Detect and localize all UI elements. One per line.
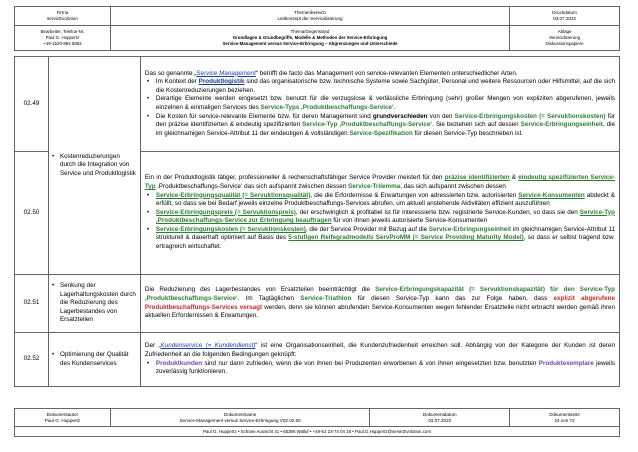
header-bearbeiter-cell — [15, 26, 111, 51]
list-item: • Im Kontext der Produktlogistik sind das organisatorische bzw. technische Systeme sowie Sachgüter, Personal und weitere Ressourcen oder Hilfsmittel, auf die sich die Kostenreduzierungen beziehen. — [145, 78, 615, 95]
content-table — [14, 56, 620, 387]
footer-datum-value: 03.07.2022 — [428, 417, 452, 423]
list-item: • Derartige Elemente werden eingesetzt bzw. benutzt für die verzugslose & verlässliche Erbringung (sehr) großer Mengen von expliziten abgerufenen, jeweils einzelnen & einmaligen Services des Service-Typs ‚Produktbeschaffungs-Service‘. — [145, 95, 615, 112]
header-bearbeiter-label: Bearbeiter, Telefon-Nr. — [40, 29, 85, 35]
row-number: 02.50 — [15, 152, 49, 275]
header-thema-line1: Grundlagen & Grundbegriffe, Modelle & Methoden der Service-Erbringung — [232, 35, 388, 41]
footer-autor-value: Paul G. Huppertz — [44, 417, 81, 423]
header-themenbereich-cell — [110, 7, 509, 26]
row-content — [140, 57, 619, 152]
table-row — [15, 57, 620, 152]
header-themenbereich-label: Themenbereich — [294, 10, 326, 16]
row-topic: • Kostenreduzierungen durch die Integration von Service und Produktlogistik — [52, 153, 137, 179]
row-topic-cell — [48, 333, 140, 387]
row-content — [140, 275, 619, 333]
bullet-list — [145, 192, 615, 252]
table-row — [15, 275, 620, 333]
footer-autor-cell — [15, 409, 111, 427]
header-druckdatum-label: Druckdatum — [552, 10, 577, 16]
header-table — [14, 6, 620, 51]
row-topic: • Senkung der Lagerhaltungskosten durch die Reduzierung des Lagerbestandes von Ersatzteilen — [52, 282, 137, 325]
bullet-list — [145, 78, 615, 138]
header-bearbeiter-phone: +49-1520-984 5962 — [43, 40, 82, 46]
footer-seite-value: 24 von 72 — [554, 417, 575, 423]
header-ablage-label: Ablage — [557, 29, 572, 35]
row-number: 02.49 — [15, 57, 49, 152]
list-item: • Service-Erbringungskosten (= Servuktionskosten), die der Service Provider mit Bezug auf die Service-Erbringungseinheit im gleichnamigen Service-Attribut 11 strukturell & dauerhaft optimiert auf Basis des 5-stufigen Reifegradmodells ServProMM (= Service Providing Maturity Model), so dass er selbst tragend bzw. ertragreich wirtschaftet. — [145, 226, 615, 252]
header-firma-label: Firma — [56, 10, 69, 16]
row-content — [140, 333, 619, 387]
footer-datum-cell — [370, 409, 510, 427]
header-thema-cell — [110, 26, 509, 51]
footer-seite-cell — [510, 409, 620, 427]
list-item: • Produktkunden sind nur dann zufrieden, wenn die von ihnen bei Produzenten erworbenen & von ihnen eingesetzten bzw. benutzten Produktexemplare jeweils zuverlässig funktionieren. — [145, 360, 615, 377]
header-thema-line2: Service-Management versus Service-Erbringung – Abgrenzungen und Unterschiede — [222, 40, 398, 46]
footer-name-cell — [110, 409, 370, 427]
header-thema-label: Thema/Gegenstand — [290, 29, 330, 35]
row-intro: Der „Kundenservice (= Kundendienst)“ ist eine Organisationseinheit, die Kundenzufriedenheit erreichen soll. Abhängig von der Kategorie der Kunden ist deren Zufriedenheit an die folgenden Bedingungen geknüpft: — [144, 342, 615, 358]
header-firma-cell — [15, 7, 111, 26]
footer-name-label: Dokumentname — [223, 411, 257, 417]
header-druckdatum-cell — [510, 7, 620, 26]
header-themenbereich-value: Leitkonzept der Servicidisierung — [277, 16, 343, 21]
list-item: • Service-Erbringungsqualität (= Servuktionsqualität), die die Erfordernisse & Erwartungen von adressierten bzw. autorisierten Service-Konsumenten abdeckt & erfüllt, so dass sie bei Bedarf jeweils einzelne Produktbeschaffungs-Services abrufen, um aktuell anstehende Aktivitäten effizient auszuführen — [145, 192, 615, 209]
row-topic-cell — [48, 57, 140, 275]
row-topic-cell — [48, 275, 140, 333]
header-bearbeiter-name: Paul G. Huppertz — [45, 35, 80, 41]
row-topic: • Optimierung der Qualität des Kundenservices — [52, 351, 137, 368]
header-ablage-cell — [510, 26, 620, 51]
row-text: Die Reduzierung des Lagerbestandes von Ersatzteilen beeinträchtigt die Service-Erbringungskapazität (= Servuktionskapazität) für den Service-Typ ‚Produktbeschaffungs-Service‘. Im Tagtäglichen Service-Triathlon für diesen Service-Typ kann das zur Folge haben, dass explizit abgerufene Produktbeschaffungs-Services versagt werden, denn sie können abrufenden Service-Konsumenten wegen fehlender Ersatzteile nicht erbracht werden gemäß ihren aktuellen Erfordernissen & Erwartungen. — [144, 286, 615, 320]
row-number: 02.52 — [15, 333, 49, 387]
footer-datum-label: Dokumentdatum — [422, 411, 457, 417]
list-item: • Die Kosten für service-relevante Elemente bzw. für deren Management sind grundverschieden von den Service-Erbringungskosten (= Servuktionskosten) für den präzise identifizierten & eindeutig spezifizierten Service-Typ ‚Produktbeschaffungs-Service‘. Sie beziehen sich auf dessen Service-Erbringungseinheit, die im gleichnamigen Service-Attribut 11 der eindeutigen & vollständigen Service-Spezifikation für diesen Service-Typ beschrieben ist. — [145, 113, 615, 139]
bullet-list — [145, 360, 615, 377]
header-ablage-value1: Servicidisierung — [549, 35, 581, 41]
footer-table — [14, 408, 620, 437]
footer-address: Paul G. Huppertz • Schöne Aussicht 41 • 65396 Walluf • +49-61 23-74 04 16 • Paul.G.Huppertz@servicEvolution.com — [15, 427, 620, 437]
header-druckdatum-value: 03.07.2022 — [553, 16, 577, 21]
header-firma-value: servicEvolution — [46, 16, 78, 21]
row-intro: Ein in der Produktlogistik tätiger, professioneller & rechenschaftsfähiger Service Provider meistert für den präzise identifizierten & eindeutig spezifizierten Service-Typ ‚Produktbeschaffungs-Service‘ das sich aufspannt zwischen dessen Service-Trilemma, das sich aufspannt zwischen dessen — [144, 174, 615, 190]
row-number: 02.51 — [15, 275, 49, 333]
footer-name-value: Service-Management versus Service-Erbringung V02.02.00 — [179, 417, 301, 423]
header-ablage-value2: Diskussionspapiere — [545, 40, 584, 46]
row-intro: Das so genannte „Service Management“ betrifft die facto das Management von service-relevanten Elementen unterschiedlicher Arten. — [144, 69, 518, 77]
list-item: • Service-Erbringungspreis (= Servuktionspreis), der erschwinglich & profitabel ist für interessierte bzw. registrierte Service-Kunden, so dass sie den Service-Typ ‚Produktbeschaffungs-Service zur Erbringung beauftragen für von ihnen jeweils autorisierte Service-Konsumenten — [145, 209, 615, 226]
row-content — [140, 152, 619, 275]
footer-autor-label: Dokumentautor — [46, 411, 79, 417]
table-row — [15, 333, 620, 387]
footer-seite-label: Dokumentseite — [549, 411, 580, 417]
